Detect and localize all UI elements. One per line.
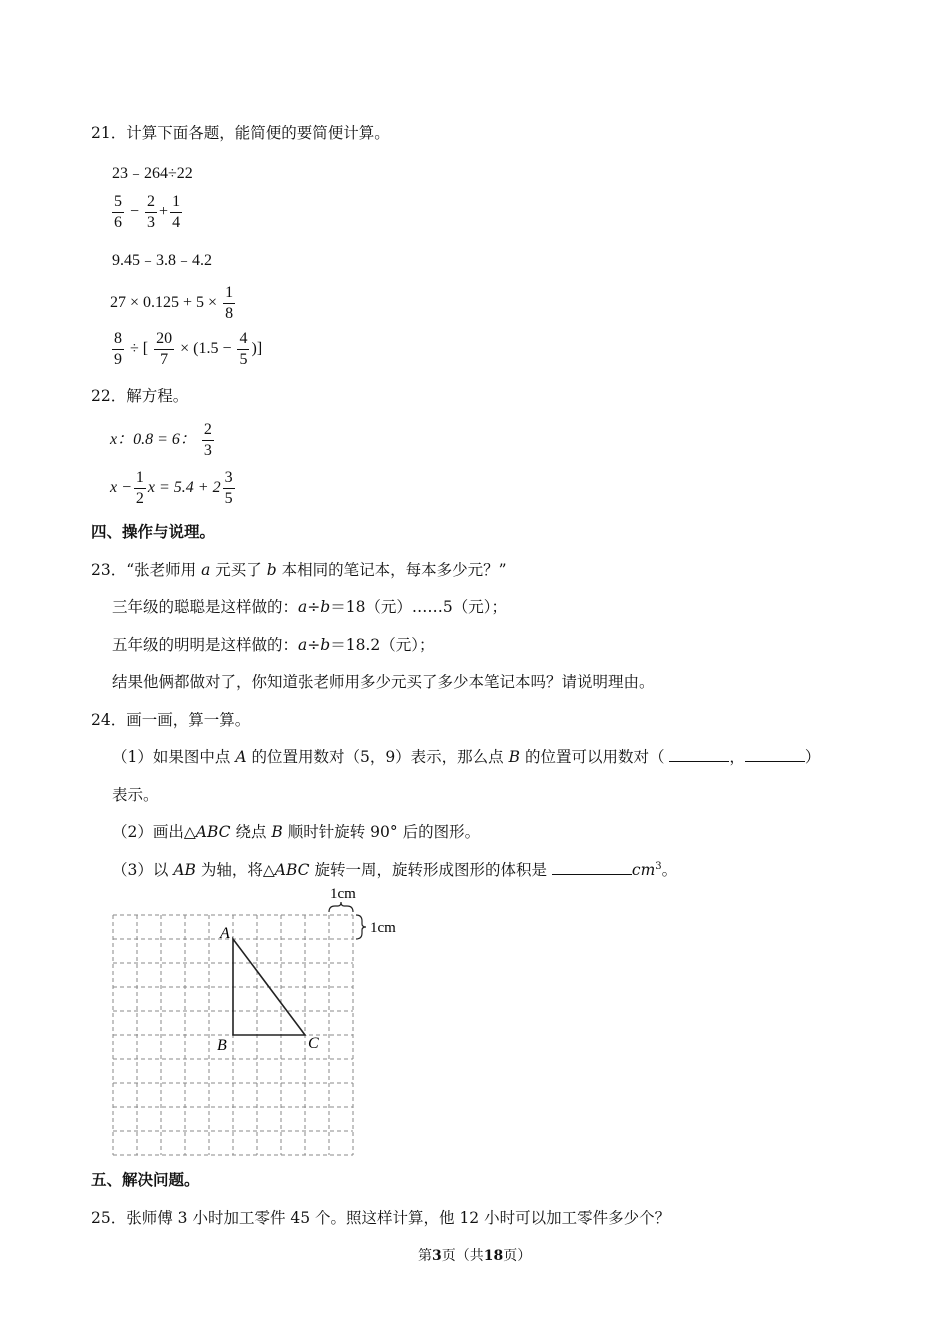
q23-line1: 三年级的聪聪是这样做的：a÷b＝18（元）……5（元）； [112, 598, 508, 616]
label-1cm-right: 1cm [370, 920, 396, 936]
q21-expr4: 27 × 0.125 + 5 × $\frac{1}{8}$ [110, 284, 234, 322]
q23-title: 23．“张老师用 a 元买了 b 本相同的笔记本，每本多少元？” [91, 561, 507, 579]
q22-eq2: x − $\frac{1}{2}$ x = 5.4 + 2 $\frac{3}{5}$ [110, 469, 233, 507]
triangle-abc [233, 939, 305, 1035]
label-1cm-top: 1cm [330, 886, 356, 902]
answer-blank-volume[interactable] [552, 860, 632, 875]
point-b-label: B [217, 1037, 227, 1054]
section-5-heading: 五、解决问题。 [91, 1170, 200, 1189]
q23-line3: 结果他俩都做对了，你知道张老师用多少元买了多少本笔记本吗？请说明理由。 [112, 673, 655, 691]
point-c-label: C [308, 1035, 319, 1052]
answer-blank-x[interactable] [669, 747, 729, 762]
q24-title: 24．画一画，算一算。 [91, 711, 251, 729]
page-footer: 第3页（共18页） [418, 1248, 532, 1264]
q21-expr1: 23﹣264÷22 [112, 165, 193, 182]
q24-part3: （3）以 AB 为轴，将△ABC 旋转一周，旋转形成图形的体积是 $cm^3$。 [112, 860, 678, 879]
q24-part1-line2: 表示。 [112, 786, 159, 804]
q25-title: 25．张师傅 3 小时加工零件 45 个。照这样计算，他 12 小时可以加工零件多少个？ [91, 1209, 671, 1227]
point-a-label: A [220, 925, 230, 942]
q23-line2: 五年级的明明是这样做的：a÷b＝18.2（元）； [112, 636, 435, 654]
q21-expr3: 9.45﹣3.8﹣4.2 [112, 252, 213, 269]
q21-expr5: $\frac{8}{9}$ ÷ [ $\frac{20}{7}$ × (1.5 − $\frac{4}{5}$ )] [114, 330, 263, 368]
answer-blank-y[interactable] [745, 747, 805, 762]
q24-part2: （2）画出△ABC 绕点 B 顺时针旋转 90° 后的图形。 [112, 823, 481, 841]
grid-figure [100, 880, 420, 1160]
brace-top [329, 902, 353, 912]
q24-part1: （1）如果图中点 A 的位置用数对（5，9）表示，那么点 B 的位置可以用数对（ ， ） [112, 748, 821, 766]
brace-right [356, 915, 366, 939]
section-4-heading: 四、操作与说理。 [91, 522, 216, 541]
q22-title: 22．解方程。 [91, 387, 189, 405]
q22-eq1: x：0.8 = 6： $\frac{2}{3}$ [110, 421, 212, 459]
q21-title: 21．计算下面各题，能简便的要简便计算。 [91, 124, 390, 142]
q21-expr2: $\frac{5}{6}$ − $\frac{2}{3}$ + $\frac{1}{4}$ [114, 193, 181, 231]
